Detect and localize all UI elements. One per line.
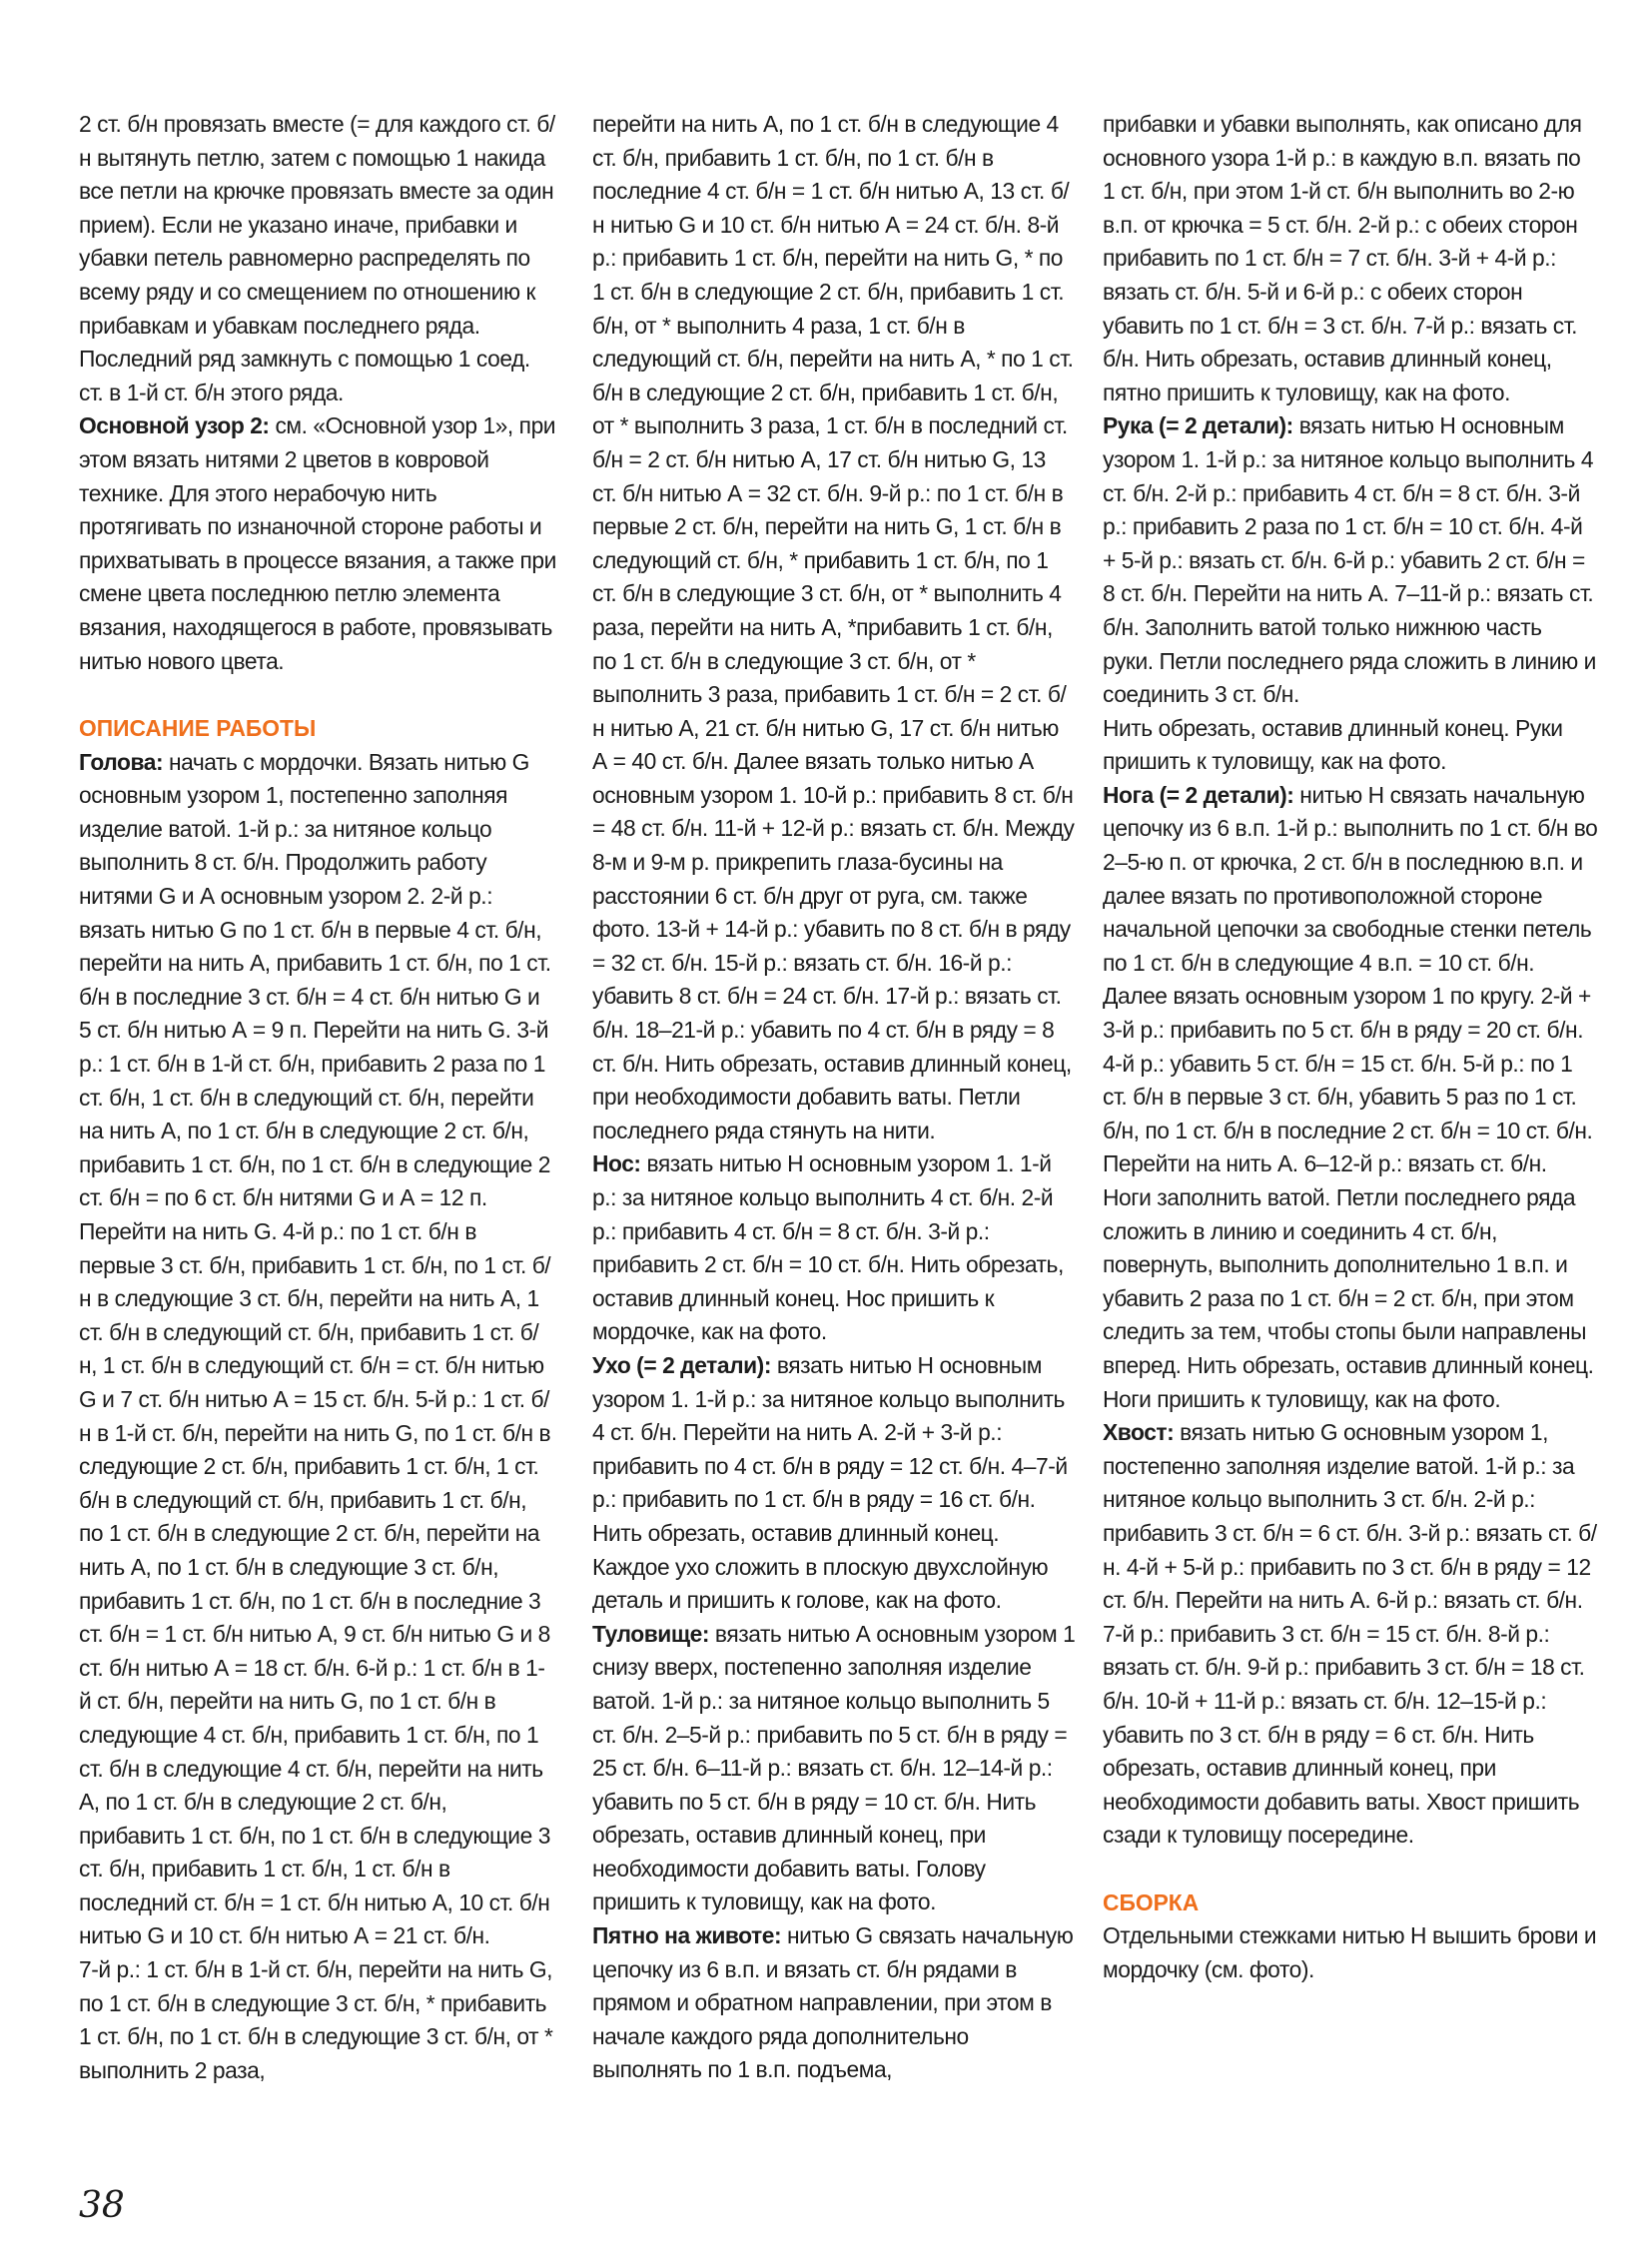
paragraph-arm-finish: Нить обрезать, оставив длинный конец. Руки пришить к туловищу, как на фото. <box>1103 714 1563 775</box>
paragraph-leg <box>1103 779 1598 1181</box>
label-body: Туловище: <box>592 1620 710 1647</box>
paragraph-assembly: Отдельными стежками нитью Н вышить брови и мордочку (см. фото). <box>1103 1922 1597 1983</box>
heading-work-description: ОПИСАНИЕ РАБОТЫ <box>79 715 317 742</box>
label-nose: Нос: <box>592 1150 641 1177</box>
label-pattern-2: Основной узор 2: <box>79 412 270 439</box>
text-pattern-2: см. «Основной узор 1», при этом вязать нитями 2 цветов в ковровой технике. Для этого нерабочую нить протягивать по изнаночной стороне работы и прихватывать в процессе вязания, а также при смене цвета последнюю петлю элемента вязания, находящегося в работе, провязывать нитью нового цвета. <box>79 412 556 674</box>
paragraph-belly-spot-continued: прибавки и убавки выполнять, как описано для основного узора 1-й р.: в каждую в.п. вязать по 1 ст. б/н, при этом 1-й ст. б/н выполнить во 2-ю в.п. от крючка = 5 ст. б/н. 2-й р.: с обеих сторон прибавить по 1 ст. б/н = 7 ст. б/н. 3-й + 4-й р.: вязать ст. б/н. 5-й и 6-й р.: с обеих сторон убавить по 1 ст. б/н = 3 ст. б/н. 7-й р.: вязать ст. б/н. Нить обрезать, оставив длинный конец, пятно пришить к туловищу, как на фото. <box>1103 111 1582 405</box>
paragraph-pattern-2 <box>79 409 556 678</box>
text-column-2 <box>592 108 1076 2087</box>
label-leg: Нога (= 2 детали): <box>1103 781 1294 808</box>
text-leg: нитью Н связать начальную цепочку из 6 в.п. 1-й р.: выполнить по 1 ст. б/н во 2–5-ю п. от крючка, 2 ст. б/н в последнюю в.п. и далее вязать по противоположной стороне начальной цепочки за свободные стенки петель по 1 ст. б/н в следующие 4 в.п. = 10 ст. б/н. Далее вязать основным узором 1 по кругу. 2-й + 3-й р.: прибавить по 5 ст. б/н в ряду = 20 ст. б/н. 4-й р.: убавить 5 ст. б/н = 15 ст. б/н. 5-й р.: по 1 ст. б/н в первые 3 ст. б/н, убавить 5 раз по 1 ст. б/н, по 1 ст. б/н в последние 2 ст. б/н = 10 ст. б/н. Перейти на нить А. 6–12-й р.: вязать ст. б/н. <box>1103 781 1598 1177</box>
heading-assembly: СБОРКА <box>1103 1888 1200 1915</box>
paragraph-leg-finish: Ноги заполнить ватой. Петли последнего ряда сложить в линию и соединить 4 ст. б/н, повернуть, выполнить дополнительно 1 в.п. и убавить 2 раза по 1 ст. б/н = 2 ст. б/н, при этом следить за тем, чтобы стопы были направлены вперед. Нить обрезать, оставив длинный конец. Ноги пришить к туловищу, как на фото. <box>1103 1184 1594 1412</box>
paragraph-head <box>79 746 556 1953</box>
page-number: 38 <box>79 2185 125 2226</box>
paragraph-belly-spot <box>592 1919 1076 2087</box>
label-head: Голова: <box>79 748 164 775</box>
paragraph-body <box>592 1618 1076 1919</box>
text-column-3 <box>1103 108 1598 1987</box>
text-nose: вязать нитью Н основным узором 1. 1-й р.: за нитяное кольцо выполнить 4 ст. б/н. 2-й р.: прибавить 4 ст. б/н = 8 ст. б/н. 3-й р.: прибавить 2 ст. б/н = 10 ст. б/н. Нить обрезать, оставив длинный конец. Нос пришить к мордочке, как на фото. <box>592 1150 1064 1345</box>
label-tail: Хвост: <box>1103 1419 1175 1446</box>
text-ear: вязать нитью Н основным узором 1. 1-й р.: за нитяное кольцо выполнить 4 ст. б/н. Перейти на нить А. 2-й + 3-й р.: прибавить по 4 ст. б/н в ряду = 12 ст. б/н. 4–7-й р.: прибавить по 1 ст. б/н в ряду = 16 ст. б/н. Нить обрезать, оставив длинный конец. Каждое ухо сложить в плоскую двухслойную деталь и пришить к голове, как на фото. <box>592 1351 1068 1614</box>
paragraph-decrease-rules: 2 ст. б/н провязать вместе (= для каждого ст. б/н вытянуть петлю, затем с помощью 1 накида все петли на крючке провязать вместе за один прием). Если не указано иначе, прибавки и убавки петель равномерно распределять по всему ряду и со смещением по отношению к прибавкам и убавкам последнего ряда. Последний ряд замкнуть с помощью 1 соед. ст. в 1-й ст. б/н этого ряда. <box>79 111 555 405</box>
paragraph-tail <box>1103 1416 1598 1853</box>
label-belly-spot: Пятно на животе: <box>592 1922 782 1949</box>
label-arm: Рука (= 2 детали): <box>1103 412 1293 439</box>
paragraph-arm <box>1103 409 1598 711</box>
paragraph-ear <box>592 1349 1076 1618</box>
paragraph-row-7: 7-й р.: 1 ст. б/н в 1-й ст. б/н, перейти на нить G, по 1 ст. б/н в следующие 3 ст. б/н, * прибавить 1 ст. б/н, по 1 ст. б/н в следующие 3 ст. б/н, от * выполнить 2 раза, <box>79 1956 553 2083</box>
text-arm: вязать нитью Н основным узором 1. 1-й р.: за нитяное кольцо выполнить 4 ст. б/н. 2-й р.: прибавить 4 ст. б/н = 8 ст. б/н. 3-й р.: прибавить 2 раза по 1 ст. б/н = 10 ст. б/н. 4-й + 5-й р.: вязать ст. б/н. 6-й р.: убавить 2 ст. б/н = 8 ст. б/н. Перейти на нить А. 7–11-й р.: вязать ст. б/н. Заполнить ватой только нижнюю часть руки. Петли последнего ряда сложить в линию и соединить 3 ст. б/н. <box>1103 412 1596 708</box>
paragraph-head-continued: перейти на нить А, по 1 ст. б/н в следующие 4 ст. б/н, прибавить 1 ст. б/н, по 1 ст. б/н в последние 4 ст. б/н = 1 ст. б/н нитью А, 13 ст. б/н нитью G и 10 ст. б/н нитью А = 24 ст. б/н. 8-й р.: прибавить 1 ст. б/н, перейти на нить G, * по 1 ст. б/н в следующие 2 ст. б/н, прибавить 1 ст. б/н, от * выполнить 4 раза, 1 ст. б/н в следующий ст. б/н, перейти на нить А, * по 1 ст. б/н в следующие 2 ст. б/н, прибавить 1 ст. б/н, от * выполнить 3 раза, 1 ст. б/н в последний ст. б/н = 2 ст. б/н нитью А, 17 ст. б/н нитью G, 13 ст. б/н нитью А = 32 ст. б/н. 9-й р.: по 1 ст. б/н в первые 2 ст. б/н, перейти на нить G, 1 ст. б/н в следующий ст. б/н, * прибавить 1 ст. б/н, по 1 ст. б/н в следующие 3 ст. б/н, от * выполнить 4 раза, перейти на нить А, *прибавить 1 ст. б/н, по 1 ст. б/н в следующие 3 ст. б/н, от * выполнить 3 раза, прибавить 1 ст. б/н = 2 ст. б/н нитью А, 21 ст. б/н нитью G, 17 ст. б/н нитью А = 40 ст. б/н. Далее вязать только нитью А основным узором 1. 10-й р.: прибавить 8 ст. б/н = 48 ст. б/н. 11-й + 12-й р.: вязать ст. б/н. Между 8-м и 9-м р. прикрепить глаза-бусины на расстоянии 6 ст. б/н друг от руга, см. также фото. 13-й + 14-й р.: убавить по 8 ст. б/н в ряду = 32 ст. б/н. 15-й р.: вязать ст. б/н. 16-й р.: убавить 8 ст. б/н = 24 ст. б/н. 17-й р.: вязать ст. б/н. 18–21-й р.: убавить по 4 ст. б/н в ряду = 8 ст. б/н. Нить обрезать, оставив длинный конец, при необходимости добавить ваты. Петли последнего ряда стянуть на нити. <box>592 111 1075 1143</box>
text-body: вязать нитью А основным узором 1 снизу вверх, постепенно заполняя изделие ватой. 1-й р.: за нитяное кольцо выполнить 5 ст. б/н. 2–5-й р.: прибавить по 5 ст. б/н в ряду = 25 ст. б/н. 6–11-й р.: вязать ст. б/н. 12–14-й р.: убавить по 5 ст. б/н в ряду = 10 ст. б/н. Нить обрезать, оставив длинный конец, при необходимости добавить ваты. Голову пришить к туловищу, как на фото. <box>592 1620 1076 1915</box>
label-ear: Ухо (= 2 детали): <box>592 1351 771 1378</box>
text-column-1 <box>79 108 556 2087</box>
text-belly-spot: нитью G связать начальную цепочку из 6 в.п. и вязать ст. б/н рядами в прямом и обратном направлении, при этом в начале каждого ряда дополнительно выполнять по 1 в.п. подъема, <box>592 1922 1074 2083</box>
paragraph-nose <box>592 1147 1076 1349</box>
text-head: начать с мордочки. Вязать нитью G основным узором 1, постепенно заполняя изделие ватой. 1-й р.: за нитяное кольцо выполнить 8 ст. б/н. Продолжить работу нитями G и А основным узором 2. 2-й р.: вязать нитью G по 1 ст. б/н в первые 4 ст. б/н, перейти на нить А, прибавить 1 ст. б/н, по 1 ст. б/н в последние 3 ст. б/н = 4 ст. б/н нитью G и 5 ст. б/н нитью А = 9 п. Перейти на нить G. 3-й р.: 1 ст. б/н в 1-й ст. б/н, прибавить 2 раза по 1 ст. б/н, 1 ст. б/н в следующий ст. б/н, перейти на нить А, по 1 ст. б/н в следующие 2 ст. б/н, прибавить 1 ст. б/н, по 1 ст. б/н в следующие 2 ст. б/н = по 6 ст. б/н нитями G и А = 12 п. Перейти на нить G. 4-й р.: по 1 ст. б/н в первые 3 ст. б/н, прибавить 1 ст. б/н, по 1 ст. б/н в следующие 3 ст. б/н, перейти на нить А, 1 ст. б/н в следующий ст. б/н, прибавить 1 ст. б/н, 1 ст. б/н в следующий ст. б/н = ст. б/н нитью G и 7 ст. б/н нитью А = 15 ст. б/н. 5-й р.: 1 ст. б/н в 1-й ст. б/н, перейти на нить G, по 1 ст. б/н в следующие 2 ст. б/н, прибавить 1 ст. б/н, 1 ст. б/н в следующий ст. б/н, прибавить 1 ст. б/н, по 1 ст. б/н в следующие 2 ст. б/н, перейти на нить А, по 1 ст. б/н в следующие 3 ст. б/н, прибавить 1 ст. б/н, по 1 ст. б/н в последние 3 ст. б/н = 1 ст. б/н нитью А, 9 ст. б/н нитью G и 8 ст. б/н нитью А = 18 ст. б/н. 6-й р.: 1 ст. б/н в 1-й ст. б/н, перейти на нить G, по 1 ст. б/н в следующие 4 ст. б/н, прибавить 1 ст. б/н, по 1 ст. б/н в следующие 4 ст. б/н, перейти на нить А, по 1 ст. б/н в следующие 2 ст. б/н, прибавить 1 ст. б/н, по 1 ст. б/н в следующие 3 ст. б/н, прибавить 1 ст. б/н, 1 ст. б/н в последний ст. б/н = 1 ст. б/н нитью А, 10 ст. б/н нитью G и 10 ст. б/н нитью А = 21 ст. б/н. <box>79 748 551 1949</box>
text-tail: вязать нитью G основным узором 1, постепенно заполняя изделие ватой. 1-й р.: за нитяное кольцо выполнить 3 ст. б/н. 2-й р.: прибавить 3 ст. б/н = 6 ст. б/н. 3-й р.: вязать ст. б/н. 4-й + 5-й р.: прибавить по 3 ст. б/н в ряду = 12 ст. б/н. Перейти на нить А. 6-й р.: вязать ст. б/н. 7-й р.: прибавить 3 ст. б/н = 15 ст. б/н. 8-й р.: вязать ст. б/н. 9-й р.: прибавить 3 ст. б/н = 18 ст. б/н. 10-й + 11-й р.: вязать ст. б/н. 12–15-й р.: убавить по 3 ст. б/н в ряду = 6 ст. б/н. Нить обрезать, оставив длинный конец, при необходимости добавить ваты. Хвост пришить сзади к туловищу посередине. <box>1103 1419 1597 1849</box>
